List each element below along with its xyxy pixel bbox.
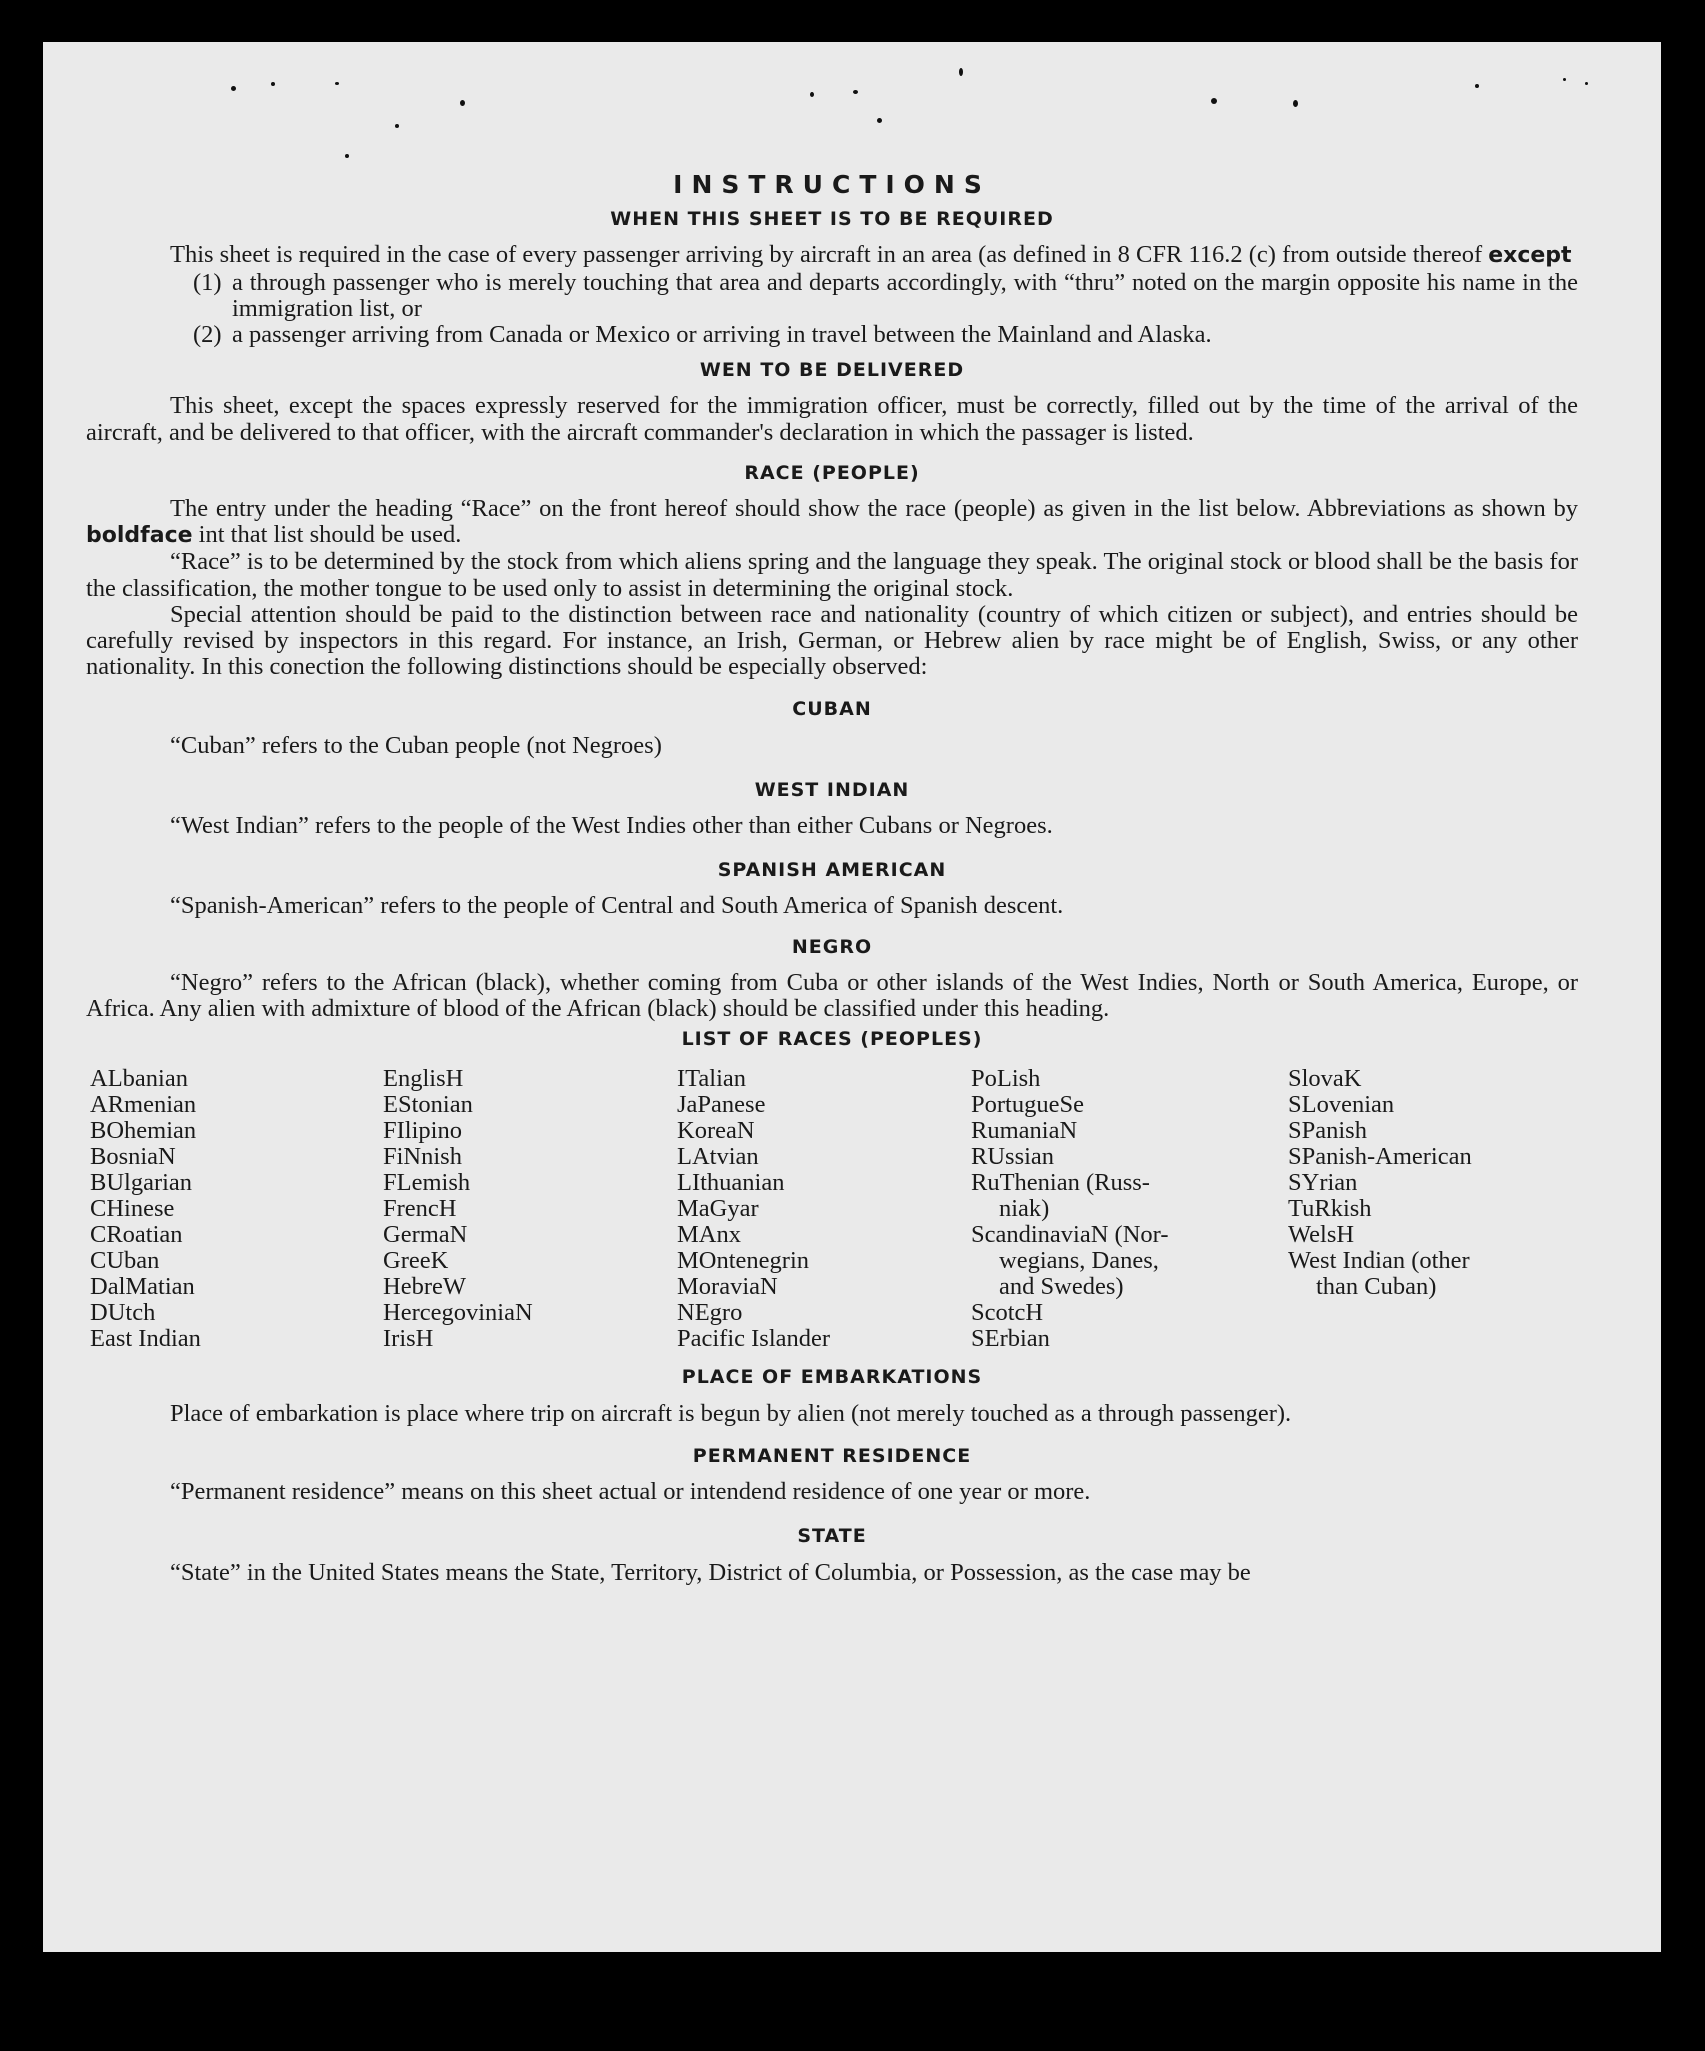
scan-speck bbox=[959, 68, 963, 76]
race-p1-text-a: The entry under the heading “Race” on the front hereof should show the race (people) as given in the list below. Abbreviations as shown by bbox=[170, 495, 1578, 523]
race-entry: LIthuanian bbox=[677, 1169, 785, 1197]
heading-state: STATE bbox=[797, 1525, 867, 1548]
heading-permanent-residence: PERMANENT RESIDENCE bbox=[692, 1444, 972, 1467]
race-entry: SYrian bbox=[1288, 1169, 1358, 1197]
race-entry: JaPanese bbox=[677, 1091, 766, 1119]
race-entry: MAnx bbox=[677, 1221, 741, 1249]
race-paragraph-2: “Race” is to be determined by the stock from which aliens spring and the language they speak. The original stock or blood shall be the basis for the classification, the mother tongue to be used only to assist in determining the original stock. bbox=[86, 548, 1578, 602]
race-entry: GermaN bbox=[383, 1221, 468, 1249]
race-entry: EnglisH bbox=[383, 1065, 464, 1093]
race-entry: East Indian bbox=[90, 1325, 201, 1353]
except-word: except bbox=[1488, 243, 1572, 269]
race-entry-continued: and Swedes) bbox=[999, 1273, 1124, 1301]
list-item bbox=[86, 270, 1578, 322]
race-entry: FIlipino bbox=[383, 1117, 462, 1145]
race-entry: ITalian bbox=[677, 1065, 747, 1093]
document-page bbox=[43, 42, 1661, 1952]
race-entry-continued: niak) bbox=[999, 1195, 1050, 1223]
list-item-text: a passenger arriving from Canada or Mexico or arriving in travel between the Mainland and Alaska. bbox=[232, 321, 1212, 349]
race-p1-text-b: int that list should be used. bbox=[198, 521, 462, 549]
race-entry: RuThenian (Russ- bbox=[971, 1169, 1150, 1197]
heading-race: RACE (PEOPLE) bbox=[744, 461, 920, 484]
race-entry: HercegoviniaN bbox=[383, 1299, 533, 1327]
race-entry: HebreW bbox=[383, 1273, 466, 1301]
residence-text: “Permanent residence” means on this sheet actual or intendend residence of one year or more. bbox=[170, 1478, 1091, 1506]
race-entry: ScotcH bbox=[971, 1299, 1044, 1327]
race-entry: RumaniaN bbox=[971, 1117, 1078, 1145]
scan-speck bbox=[877, 118, 882, 123]
race-entry: NEgro bbox=[677, 1299, 743, 1327]
race-entry: SlovaK bbox=[1288, 1065, 1362, 1093]
race-entry-continued: wegians, Danes, bbox=[999, 1247, 1159, 1275]
heading-cuban: CUBAN bbox=[792, 698, 872, 721]
scan-speck bbox=[395, 124, 399, 128]
race-entry: WelsH bbox=[1288, 1221, 1355, 1249]
race-entry: CHinese bbox=[90, 1195, 175, 1223]
races-column-2 bbox=[383, 1066, 677, 1352]
embarkation-text: Place of embarkation is place where trip on aircraft is begun by alien (not merely touched as a through passenger). bbox=[170, 1399, 1292, 1427]
spanish-american-text: “Spanish-American” refers to the people of Central and South America of Spanish descent. bbox=[170, 892, 1064, 920]
race-entry: PortugueSe bbox=[971, 1091, 1084, 1119]
scan-speck bbox=[853, 90, 858, 94]
list-item bbox=[86, 322, 1578, 348]
race-entry: SErbian bbox=[971, 1325, 1050, 1353]
race-paragraph-1 bbox=[86, 496, 1578, 549]
race-entry: EStonian bbox=[383, 1091, 473, 1119]
race-entry: KoreaN bbox=[677, 1117, 755, 1145]
race-entry: FiNnish bbox=[383, 1143, 462, 1171]
race-entry: FrencH bbox=[383, 1195, 457, 1223]
race-entry: PoLish bbox=[971, 1065, 1041, 1093]
list-item-text: a through passenger who is merely touching that area and departs accordingly, with “thru” noted on the margin opposite his name in the immigration list, or bbox=[232, 268, 1578, 322]
race-entry: ScandinaviaN (Nor- bbox=[971, 1221, 1169, 1249]
race-entry: MaGyar bbox=[677, 1195, 759, 1223]
race-entry: BosniaN bbox=[90, 1143, 176, 1171]
scan-speck bbox=[460, 100, 465, 106]
race-entry: MOntenegrin bbox=[677, 1247, 809, 1275]
heading-when-delivered: WEN TO BE DELIVERED bbox=[699, 359, 965, 382]
list-item-number: (1) bbox=[193, 268, 222, 296]
race-entry: FLemish bbox=[383, 1169, 471, 1197]
scan-speck bbox=[1475, 84, 1479, 88]
race-entry: DUtch bbox=[90, 1299, 156, 1327]
boldface-word: boldface bbox=[86, 523, 193, 549]
race-entry: DalMatian bbox=[90, 1273, 195, 1301]
race-entry: TuRkish bbox=[1288, 1195, 1372, 1223]
heading-embarkation: PLACE OF EMBARKATIONS bbox=[681, 1366, 983, 1389]
heading-when-required: WHEN THIS SHEET IS TO BE REQUIRED bbox=[610, 208, 1054, 231]
page-title: INSTRUCTIONS bbox=[673, 170, 991, 199]
race-entry: BUlgarian bbox=[90, 1169, 193, 1197]
race-entry: ARmenian bbox=[90, 1091, 197, 1119]
scan-speck bbox=[231, 86, 236, 91]
races-column-1 bbox=[90, 1066, 383, 1352]
race-entry: SPanish-American bbox=[1288, 1143, 1472, 1171]
required-intro bbox=[86, 242, 1578, 269]
negro-text: “Negro” refers to the African (black), whether coming from Cuba or other islands of the West Indies, North or South America, Europe, or Africa. Any alien with admixture of blood of the African (black) should be classified under this heading. bbox=[86, 968, 1578, 1023]
races-column-3 bbox=[677, 1066, 971, 1352]
west-indian-text: “West Indian” refers to the people of the West Indies other than either Cubans or Negroes. bbox=[170, 812, 1053, 840]
heading-spanish-american: SPANISH AMERICAN bbox=[717, 859, 947, 882]
race-entry: CUban bbox=[90, 1247, 160, 1275]
race-entry: West Indian (other bbox=[1288, 1247, 1470, 1275]
required-intro-text: This sheet is required in the case of every passenger arriving by aircraft in an area (as defined in 8 CFR 116.2 (c) from outside thereof bbox=[170, 241, 1483, 269]
races-column-4 bbox=[971, 1066, 1288, 1352]
races-column-5 bbox=[1288, 1066, 1578, 1352]
race-entry: SPanish bbox=[1288, 1117, 1367, 1145]
race-entry: RUssian bbox=[971, 1143, 1055, 1171]
races-list bbox=[90, 1066, 1578, 1352]
list-item-number: (2) bbox=[193, 321, 222, 349]
race-entry: SLovenian bbox=[1288, 1091, 1395, 1119]
scan-speck bbox=[335, 82, 339, 85]
cuban-text: “Cuban” refers to the Cuban people (not Negroes) bbox=[170, 731, 662, 759]
delivered-text: This sheet, except the spaces expressly reserved for the immigration officer, must be correctly, filled out by the time of the arrival of the aircraft, and be delivered to that officer, with the aircraft commander's declaration in which the passager is listed. bbox=[86, 392, 1578, 446]
instructions-body bbox=[86, 172, 1578, 1586]
heading-negro: NEGRO bbox=[791, 935, 873, 958]
scan-speck bbox=[1293, 100, 1298, 107]
race-entry-continued: than Cuban) bbox=[1316, 1273, 1437, 1301]
scan-speck bbox=[1585, 82, 1588, 85]
race-entry: IrisH bbox=[383, 1325, 434, 1353]
scan-speck bbox=[1563, 78, 1566, 81]
race-entry: MoraviaN bbox=[677, 1273, 778, 1301]
race-paragraph-3: Special attention should be paid to the distinction between race and nationality (country of which citizen or subject), and entries should be carefully revised by inspectors in this regard. For instance, an Irish, German, or Hebrew alien by race might be of English, Swiss, or any other nationality. In this conection the following distinctions should be especially observed: bbox=[86, 600, 1578, 681]
race-entry: LAtvian bbox=[677, 1143, 759, 1171]
heading-west-indian: WEST INDIAN bbox=[754, 778, 910, 801]
scan-speck bbox=[271, 82, 275, 86]
race-entry: BOhemian bbox=[90, 1117, 197, 1145]
state-text: “State” in the United States means the State, Territory, District of Columbia, or Possession, as the case may be bbox=[170, 1558, 1251, 1586]
race-entry: CRoatian bbox=[90, 1221, 183, 1249]
race-entry: Pacific Islander bbox=[677, 1325, 831, 1353]
scan-speck bbox=[1211, 98, 1217, 104]
scan-speck bbox=[810, 92, 814, 97]
heading-list-of-races: LIST OF RACES (PEOPLES) bbox=[681, 1028, 983, 1051]
race-entry: GreeK bbox=[383, 1247, 449, 1275]
scan-speck bbox=[345, 154, 349, 158]
race-entry: ALbanian bbox=[90, 1065, 188, 1093]
